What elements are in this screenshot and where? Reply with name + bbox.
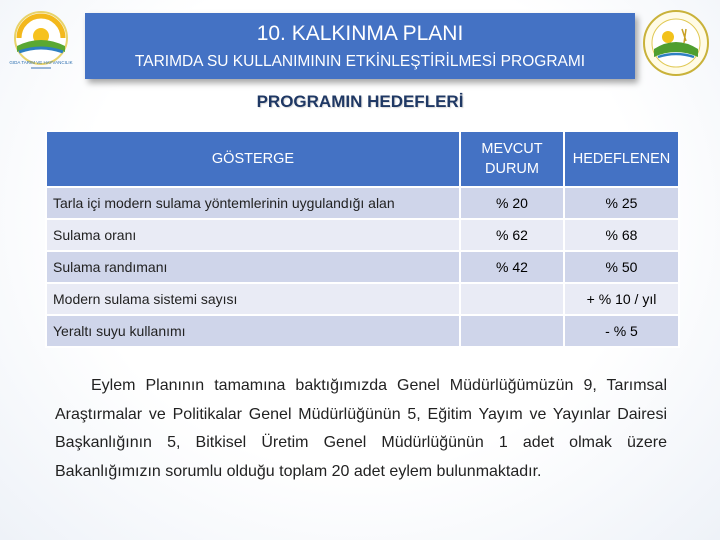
indicator-cell: Modern sulama sistemi sayısı	[46, 283, 460, 315]
ministry-seal-logo-icon	[642, 9, 710, 77]
page-title: 10. KALKINMA PLANI	[256, 22, 464, 45]
sun-field-logo-icon	[5, 8, 77, 74]
table-row	[46, 315, 679, 347]
current-cell: % 42	[460, 251, 564, 283]
summary-paragraph: Eylem Planının tamamına baktığımızda Genel Müdürlüğümüzün 9, Tarımsal Araştırmalar ve Politikalar Genel Müdürlüğünün 5, Eğitim Yayım ve Yayınlar Dairesi Başkanlığının 5, Bitkisel Üretim Genel Müdürlüğünün 1 adet olmak üzere Bakanlığımızın sorumlu olduğu toplam 20 adet eylem bulunmaktadır.	[55, 377, 667, 480]
target-cell: + % 10 / yıl	[564, 283, 679, 315]
current-cell	[460, 283, 564, 315]
indicator-cell: Yeraltı suyu kullanımı	[46, 315, 460, 347]
target-cell: % 25	[564, 187, 679, 219]
table-row	[46, 219, 679, 251]
indicator-cell: Tarla içi modern sulama yöntemlerinin uygulandığı alan	[46, 187, 460, 219]
indicator-cell: Sulama randımanı	[46, 251, 460, 283]
left-logo-text: GIDA TARIM VE HAYVANCILIK	[9, 60, 73, 65]
current-cell	[460, 315, 564, 347]
col-header-target: HEDEFLENEN	[564, 131, 679, 187]
table-header-row	[46, 131, 679, 187]
section-heading: PROGRAMIN HEDEFLERİ	[256, 92, 464, 111]
col-header-indicator: GÖSTERGE	[46, 131, 460, 187]
current-cell: % 62	[460, 219, 564, 251]
target-cell: - % 5	[564, 315, 679, 347]
indicator-cell: Sulama oranı	[46, 219, 460, 251]
header-banner	[85, 13, 635, 79]
target-cell: % 50	[564, 251, 679, 283]
col-header-current: MEVCUT DURUM	[460, 131, 564, 187]
target-cell: % 68	[564, 219, 679, 251]
current-cell: % 20	[460, 187, 564, 219]
table-row	[46, 187, 679, 219]
goals-table	[45, 130, 680, 348]
table-row	[46, 283, 679, 315]
page-subtitle: TARIMDA SU KULLANIMININ ETKİNLEŞTİRİLMESİ PROGRAMI	[134, 53, 586, 70]
table-row	[46, 251, 679, 283]
